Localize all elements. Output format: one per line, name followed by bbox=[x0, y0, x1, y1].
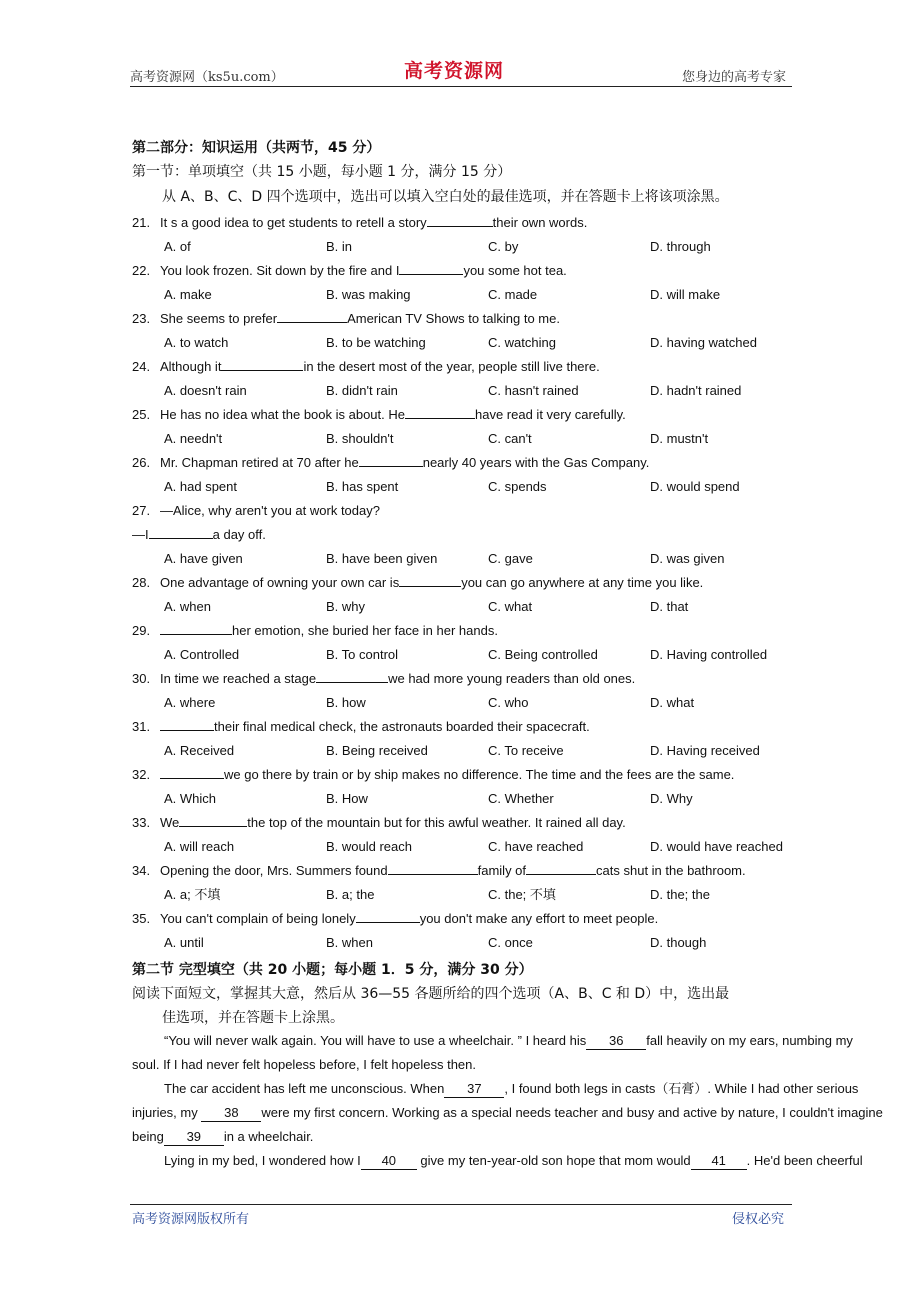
question-35 bbox=[132, 907, 797, 931]
option-c[interactable]: C. Whether bbox=[488, 791, 554, 806]
question-stem-end: family of bbox=[477, 863, 527, 878]
answer-blank[interactable] bbox=[399, 260, 463, 275]
question-stem-end: you can go anywhere at any time you like. bbox=[461, 575, 704, 590]
answer-blank[interactable] bbox=[427, 212, 493, 227]
cloze-instruction-cont: 佳选项，并在答题卡上涂黑。 bbox=[162, 1010, 344, 1026]
question-number: 22. bbox=[132, 263, 151, 278]
answer-blank[interactable] bbox=[399, 572, 461, 587]
option-d[interactable]: D. though bbox=[650, 935, 707, 950]
part2-title: 第二部分：知识运用（共两节，45 分） bbox=[132, 140, 381, 156]
option-b[interactable]: B. was making bbox=[326, 287, 411, 302]
header-site-name: 高考资源网（ks5u.com） bbox=[130, 70, 284, 85]
blank-41[interactable]: 41 bbox=[691, 1153, 747, 1170]
question-number: 21. bbox=[132, 215, 151, 230]
question-dialogue-line bbox=[132, 523, 797, 547]
question-stem-end: nearly 40 years with the Gas Company. bbox=[422, 455, 650, 470]
option-a[interactable]: A. needn't bbox=[164, 431, 223, 446]
question-number: 23. bbox=[132, 311, 151, 326]
option-b[interactable]: B. didn't rain bbox=[326, 383, 398, 398]
option-row bbox=[132, 283, 797, 307]
cloze-title: 第二节 完型填空（共 20 小题；每小题 1．5 分，满分 30 分） bbox=[132, 962, 533, 978]
question-stem: Mr. Chapman retired at 70 after he bbox=[160, 455, 359, 470]
option-c[interactable]: C. what bbox=[488, 599, 533, 614]
option-a[interactable]: A. had spent bbox=[164, 479, 237, 494]
question-stem-end: in the desert most of the year, people still live there. bbox=[303, 359, 600, 374]
option-row bbox=[132, 475, 797, 499]
option-d[interactable]: D. the; the bbox=[650, 887, 710, 902]
question-34 bbox=[132, 859, 797, 883]
option-d[interactable]: D. will make bbox=[650, 287, 721, 302]
blank-40[interactable]: 40 bbox=[361, 1153, 417, 1170]
dialogue-speaker: —I bbox=[132, 527, 149, 542]
blank-36[interactable]: 36 bbox=[586, 1033, 646, 1050]
question-21 bbox=[132, 211, 797, 235]
question-number: 33. bbox=[132, 815, 151, 830]
option-b[interactable]: B. would reach bbox=[326, 839, 412, 854]
option-d[interactable]: D. hadn't rained bbox=[650, 383, 742, 398]
option-row bbox=[132, 691, 797, 715]
option-c[interactable]: C. To receive bbox=[488, 743, 564, 758]
answer-blank[interactable] bbox=[149, 524, 213, 539]
question-stem: —Alice, why aren't you at work today? bbox=[160, 503, 380, 518]
question-stem: One advantage of owning your own car is bbox=[160, 575, 400, 590]
option-a[interactable]: A. when bbox=[164, 599, 211, 614]
question-stem-end: you some hot tea. bbox=[463, 263, 567, 278]
option-a[interactable]: A. make bbox=[164, 287, 212, 302]
option-row bbox=[132, 739, 797, 763]
option-b[interactable]: B. when bbox=[326, 935, 373, 950]
option-c[interactable]: C. by bbox=[488, 239, 519, 254]
question-stem: You look frozen. Sit down by the fire and I bbox=[160, 263, 400, 278]
question-22 bbox=[132, 259, 797, 283]
option-a[interactable]: A. Received bbox=[164, 743, 235, 758]
answer-blank[interactable] bbox=[179, 812, 247, 827]
answer-blank[interactable] bbox=[160, 620, 232, 635]
footer-copyright: 高考资源网版权所有 bbox=[132, 1212, 250, 1227]
option-d[interactable]: D. that bbox=[650, 599, 689, 614]
question-25 bbox=[132, 403, 797, 427]
question-stem: Opening the door, Mrs. Summers found bbox=[160, 863, 388, 878]
option-a[interactable]: A. until bbox=[164, 935, 204, 950]
answer-blank[interactable] bbox=[160, 764, 224, 779]
option-b[interactable]: B. have been given bbox=[326, 551, 438, 566]
option-a[interactable]: A. of bbox=[164, 239, 191, 254]
option-c[interactable]: C. Being controlled bbox=[488, 647, 598, 662]
question-number: 32. bbox=[132, 767, 151, 782]
option-b[interactable]: B. to be watching bbox=[326, 335, 426, 350]
cloze-paragraph-1: “You will never walk again. You will have to use a wheelchair. ” I heard his 36 fall heavily on my ears, numbing my soul. If I had never felt hopeless before, I felt hopeless then. bbox=[132, 1033, 853, 1072]
question-number: 31. bbox=[132, 719, 151, 734]
question-stem-end: their final medical check, the astronauts boarded their spacecraft. bbox=[214, 719, 590, 734]
option-d[interactable]: D. would have reached bbox=[650, 839, 783, 854]
option-row bbox=[132, 931, 797, 955]
header-logo: 高考资源网 bbox=[404, 60, 505, 82]
question-32 bbox=[132, 763, 797, 787]
question-number: 30. bbox=[132, 671, 151, 686]
question-number: 24. bbox=[132, 359, 151, 374]
option-row bbox=[132, 883, 797, 907]
question-number: 34. bbox=[132, 863, 151, 878]
question-29 bbox=[132, 619, 797, 643]
question-31 bbox=[132, 715, 797, 739]
question-33 bbox=[132, 811, 797, 835]
question-stem-end: American TV Shows to talking to me. bbox=[347, 311, 560, 326]
option-d[interactable]: D. would spend bbox=[650, 479, 740, 494]
page-header bbox=[130, 60, 790, 88]
option-a[interactable]: A. have given bbox=[164, 551, 243, 566]
question-24 bbox=[132, 355, 797, 379]
section1-title: 第一节：单项填空（共 15 小题，每小题 1 分，满分 15 分） bbox=[132, 164, 512, 180]
option-b[interactable]: B. why bbox=[326, 599, 366, 614]
option-d[interactable]: D. Having controlled bbox=[650, 647, 768, 662]
option-d[interactable]: D. what bbox=[650, 695, 695, 710]
option-row bbox=[132, 235, 797, 259]
option-a[interactable]: A. to watch bbox=[164, 335, 229, 350]
answer-blank[interactable] bbox=[277, 308, 347, 323]
option-a[interactable]: A. doesn't rain bbox=[164, 383, 247, 398]
footer-divider bbox=[130, 1204, 792, 1205]
question-27 bbox=[132, 499, 797, 523]
question-stem-end: their own words. bbox=[492, 215, 588, 230]
option-row bbox=[132, 643, 797, 667]
option-d[interactable]: D. having watched bbox=[650, 335, 757, 350]
option-a[interactable]: A. a; 不填 bbox=[164, 887, 221, 902]
question-number: 26. bbox=[132, 455, 151, 470]
answer-blank[interactable] bbox=[316, 668, 388, 683]
cloze-instruction: 阅读下面短文，掌握其大意，然后从 36—55 各题所给的四个选项（A、B、C 和 D）中，选出最 bbox=[132, 986, 730, 1002]
question-stem-end: the top of the mountain but for this awful weather. It rained all day. bbox=[247, 815, 626, 830]
question-number: 29. bbox=[132, 623, 151, 638]
option-d[interactable]: D. through bbox=[650, 239, 711, 254]
question-30 bbox=[132, 667, 797, 691]
blank-38[interactable]: 38 bbox=[201, 1105, 261, 1122]
option-b[interactable]: B. shouldn't bbox=[326, 431, 394, 446]
question-stem-end-2: cats shut in the bathroom. bbox=[596, 863, 746, 878]
question-stem: He has no idea what the book is about. He bbox=[160, 407, 405, 422]
answer-blank[interactable] bbox=[359, 452, 423, 467]
question-number: 35. bbox=[132, 911, 151, 926]
option-row bbox=[132, 379, 797, 403]
question-28 bbox=[132, 571, 797, 595]
header-slogan: 您身边的高考专家 bbox=[681, 70, 786, 85]
question-list bbox=[132, 211, 797, 955]
option-row bbox=[132, 787, 797, 811]
blank-39[interactable]: 39 bbox=[164, 1129, 224, 1146]
cloze-paragraph-2: The car accident has left me unconscious. When 37 , I found both legs in casts（石膏）. While I had other serious injuries, my 38 were my first concern. Working as a special needs teacher and busy and active by nature, I couldn't imagine being 39 in a wheelchair. bbox=[132, 1081, 883, 1144]
question-23 bbox=[132, 307, 797, 331]
option-c[interactable]: C. gave bbox=[488, 551, 533, 566]
option-row bbox=[132, 547, 797, 571]
option-b[interactable]: B. in bbox=[326, 239, 353, 254]
answer-blank-2[interactable] bbox=[526, 860, 596, 875]
option-a[interactable]: A. Which bbox=[164, 791, 217, 806]
answer-blank[interactable] bbox=[356, 908, 420, 923]
question-stem-end: we had more young readers than old ones. bbox=[388, 671, 636, 686]
question-stem-end: we go there by train or by ship makes no difference. The time and the fees are the same. bbox=[224, 767, 735, 782]
question-stem: Although it bbox=[160, 359, 222, 374]
option-a[interactable]: A. will reach bbox=[164, 839, 235, 854]
answer-blank[interactable] bbox=[388, 860, 478, 875]
question-stem-end: her emotion, she buried her face in her hands. bbox=[232, 623, 498, 638]
dialogue-text: a day off. bbox=[212, 527, 266, 542]
option-c[interactable]: C. can't bbox=[488, 431, 532, 446]
option-b[interactable]: B. How bbox=[326, 791, 368, 806]
question-26 bbox=[132, 451, 797, 475]
footer-rights: 侵权必究 bbox=[732, 1212, 785, 1227]
option-row bbox=[132, 595, 797, 619]
question-stem: She seems to prefer bbox=[160, 311, 278, 326]
option-c[interactable]: C. once bbox=[488, 935, 533, 950]
option-row bbox=[132, 427, 797, 451]
question-number: 25. bbox=[132, 407, 151, 422]
answer-blank[interactable] bbox=[160, 716, 214, 731]
option-c[interactable]: C. hasn't rained bbox=[488, 383, 579, 398]
option-c[interactable]: C. have reached bbox=[488, 839, 584, 854]
option-d[interactable]: D. was given bbox=[650, 551, 725, 566]
option-row bbox=[132, 835, 797, 859]
option-c[interactable]: C. watching bbox=[488, 335, 556, 350]
question-number: 28. bbox=[132, 575, 151, 590]
option-c[interactable]: C. spends bbox=[488, 479, 547, 494]
answer-blank[interactable] bbox=[221, 356, 303, 371]
question-stem: In time we reached a stage bbox=[160, 671, 317, 686]
cloze-paragraph-3: Lying in my bed, I wondered how I 40 give my ten-year-old son hope that mom would 41 . He'd been cheerful bbox=[164, 1153, 863, 1168]
blank-37[interactable]: 37 bbox=[444, 1081, 504, 1098]
option-b[interactable]: B. To control bbox=[326, 647, 399, 662]
option-a[interactable]: A. where bbox=[164, 695, 216, 710]
question-stem: You can't complain of being lonely bbox=[160, 911, 356, 926]
option-b[interactable]: B. Being received bbox=[326, 743, 428, 758]
option-b[interactable]: B. how bbox=[326, 695, 366, 710]
option-a[interactable]: A. Controlled bbox=[164, 647, 240, 662]
question-stem-end: you don't make any effort to meet people. bbox=[419, 911, 659, 926]
question-stem-end: have read it very carefully. bbox=[475, 407, 626, 422]
header-divider bbox=[130, 86, 792, 87]
section1-instruction: 从 A、B、C、D 四个选项中，选出可以填入空白处的最佳选项，并在答题卡上将该项涂黑。 bbox=[162, 189, 729, 205]
option-b[interactable]: B. a; the bbox=[326, 887, 375, 902]
option-row bbox=[132, 331, 797, 355]
question-stem: We bbox=[160, 815, 180, 830]
option-b[interactable]: B. has spent bbox=[326, 479, 399, 494]
option-c[interactable]: C. the; 不填 bbox=[488, 887, 556, 902]
option-c[interactable]: C. who bbox=[488, 695, 529, 710]
question-number: 27. bbox=[132, 503, 151, 518]
option-d[interactable]: D. Why bbox=[650, 791, 693, 806]
answer-blank[interactable] bbox=[405, 404, 475, 419]
option-d[interactable]: D. Having received bbox=[650, 743, 760, 758]
option-c[interactable]: C. made bbox=[488, 287, 538, 302]
question-stem: It s a good idea to get students to retell a story bbox=[160, 215, 427, 230]
option-d[interactable]: D. mustn't bbox=[650, 431, 709, 446]
